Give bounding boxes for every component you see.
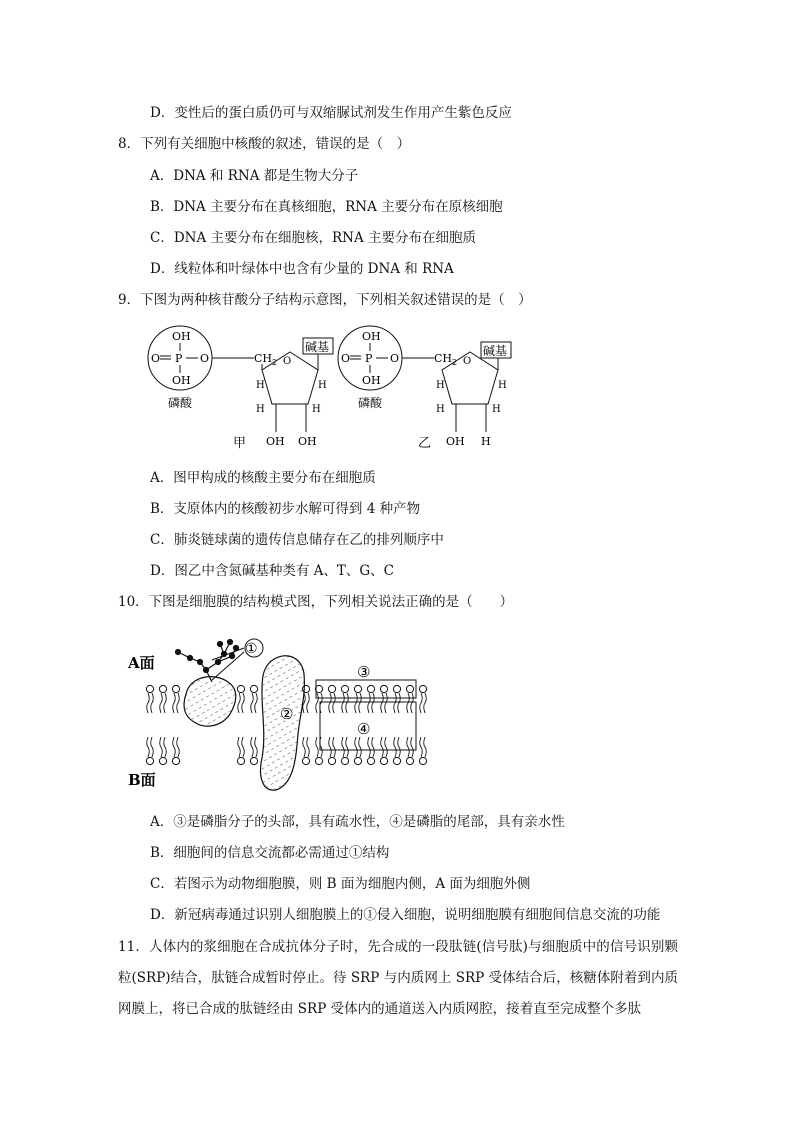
phospholipid [354,685,361,713]
q10-option-c: C．若图示为动物细胞膜，则 B 面为细胞内侧，A 面为细胞外侧 [150,876,531,892]
phospholipid [146,737,153,765]
q8-option-a: A．DNA 和 RNA 都是生物大分子 [150,168,359,184]
oh-sugar-left-1: OH [266,435,285,448]
phospholipid [237,685,244,713]
h-left-4: H [312,404,321,415]
h-right-3: H [436,404,445,415]
phospholipid [172,737,179,765]
phospholipid [380,685,387,713]
p-left: P [175,352,183,365]
h-right-4: H [492,404,501,415]
phospholipid [393,685,400,713]
q9-stem: 9．下图为两种核苷酸分子结构示意图，下列相关叙述错误的是（ ） [118,292,532,308]
q11-stem: 11．人体内的浆细胞在合成抗体分子时，先合成的一段肽链(信号肽)与细胞质中的信号识别颗粒(SRP)结合，肽链合成暂时停止。待 SRP 与内质网上 SRP 受体结合后，核糖体附着到内质网膜上，将已合成的肽链经由 SRP 受体内的通道送入内质网腔，接着直至完成整个多肽 [118,939,678,1017]
phospholipid [419,685,426,713]
q8-option-c: C．DNA 主要分布在细胞核，RNA 主要分布在细胞质 [150,230,477,246]
sugar-chain [176,640,239,683]
phospholipid [419,737,426,765]
label-2: ② [280,705,294,723]
o-right-left: O [200,352,210,365]
phospholipid [341,737,348,765]
phospholipid [393,737,400,765]
phospholipid [159,737,166,765]
q8-stem: 8．下列有关细胞中核酸的叙述，错误的是（ ） [118,136,411,152]
o-left-right: O [341,352,351,365]
q9-option-b: B．支原体内的核酸初步水解可得到 4 种产物 [150,501,421,517]
h-right-2: H [498,380,507,391]
phospholipid [159,685,166,713]
o-ring-left: O [283,356,292,367]
q10-option-a: A．③是磷脂分子的头部，具有疏水性，④是磷脂的尾部，具有亲水性 [150,814,565,830]
peripheral-protein [184,677,236,727]
h-left-2: H [318,380,327,391]
figure-cell-membrane [0,622,794,802]
oh-top-right: OH [362,330,381,343]
phosphate-label-right: 磷酸 [358,396,383,410]
phospholipid [146,685,153,713]
oh-sugar-left-2: OH [298,435,317,448]
q7-option-d: D．变性后的蛋白质仍可与双缩脲试剂发生作用产生紫色反应 [150,105,512,121]
q10-stem: 10．下图是细胞膜的结构模式图，下列相关说法正确的是（ ） [118,594,514,610]
phospholipid [302,737,309,765]
label-jia: 甲 [233,436,247,451]
label-1: ① [245,641,258,657]
h-left-1: H [256,380,265,391]
phospholipid [341,685,348,713]
oh-bottom-right: OH [362,374,381,387]
q10-option-b: B．细胞间的信息交流都必需通过①结构 [150,845,390,861]
phospholipid [250,737,257,765]
q9-option-c: C．肺炎链球菌的遗传信息储存在乙的排列顺序中 [150,532,444,548]
q8-option-d: D．线粒体和叶绿体中也含有少量的 DNA 和 RNA [150,261,454,277]
ch2-right: $CH_2$ [434,352,458,367]
phospholipid [367,737,374,765]
phospholipid [237,737,244,765]
q10-option-d: D．新冠病毒通过识别人细胞膜上的①侵入细胞，说明细胞膜有细胞间信息交流的功能 [150,907,661,923]
o-left-left: O [151,352,161,365]
phospholipid [328,737,335,765]
label-yi: 乙 [418,436,432,451]
phospholipid [380,737,387,765]
base-label-right: 碱基 [483,344,508,358]
side-b-label: B面 [128,771,156,789]
phospholipid [328,685,335,713]
base-label-left: 碱基 [305,340,330,354]
q8-option-b: B．DNA 主要分布在真核细胞，RNA 主要分布在原核细胞 [150,199,503,215]
label-4: ④ [357,720,371,738]
o-right-right: O [390,352,400,365]
h-left-3: H [256,404,265,415]
phospholipid [172,685,179,713]
h-right-1: H [436,380,445,391]
phospholipid [315,737,322,765]
p-right: P [365,352,373,365]
phospholipid [406,685,413,713]
label-3: ③ [357,663,371,681]
oh-top-left: OH [172,330,191,343]
phosphate-label-left: 磷酸 [168,396,193,410]
h-sugar-right: H [481,435,491,448]
side-a-label: A面 [128,654,155,672]
oh-sugar-right: OH [446,435,465,448]
q9-option-a: A．图甲构成的核酸主要分布在细胞质 [150,470,376,486]
o-ring-right: O [463,356,472,367]
phospholipid [406,737,413,765]
phospholipid [354,737,361,765]
ch2-left: $CH_2$ [254,352,278,367]
q9-option-d: D．图乙中含氮碱基种类有 A、T、G、C [150,563,394,579]
figure-nucleotides [0,320,794,460]
oh-bottom-left: OH [172,374,191,387]
phospholipid [367,685,374,713]
phospholipid [250,685,257,713]
